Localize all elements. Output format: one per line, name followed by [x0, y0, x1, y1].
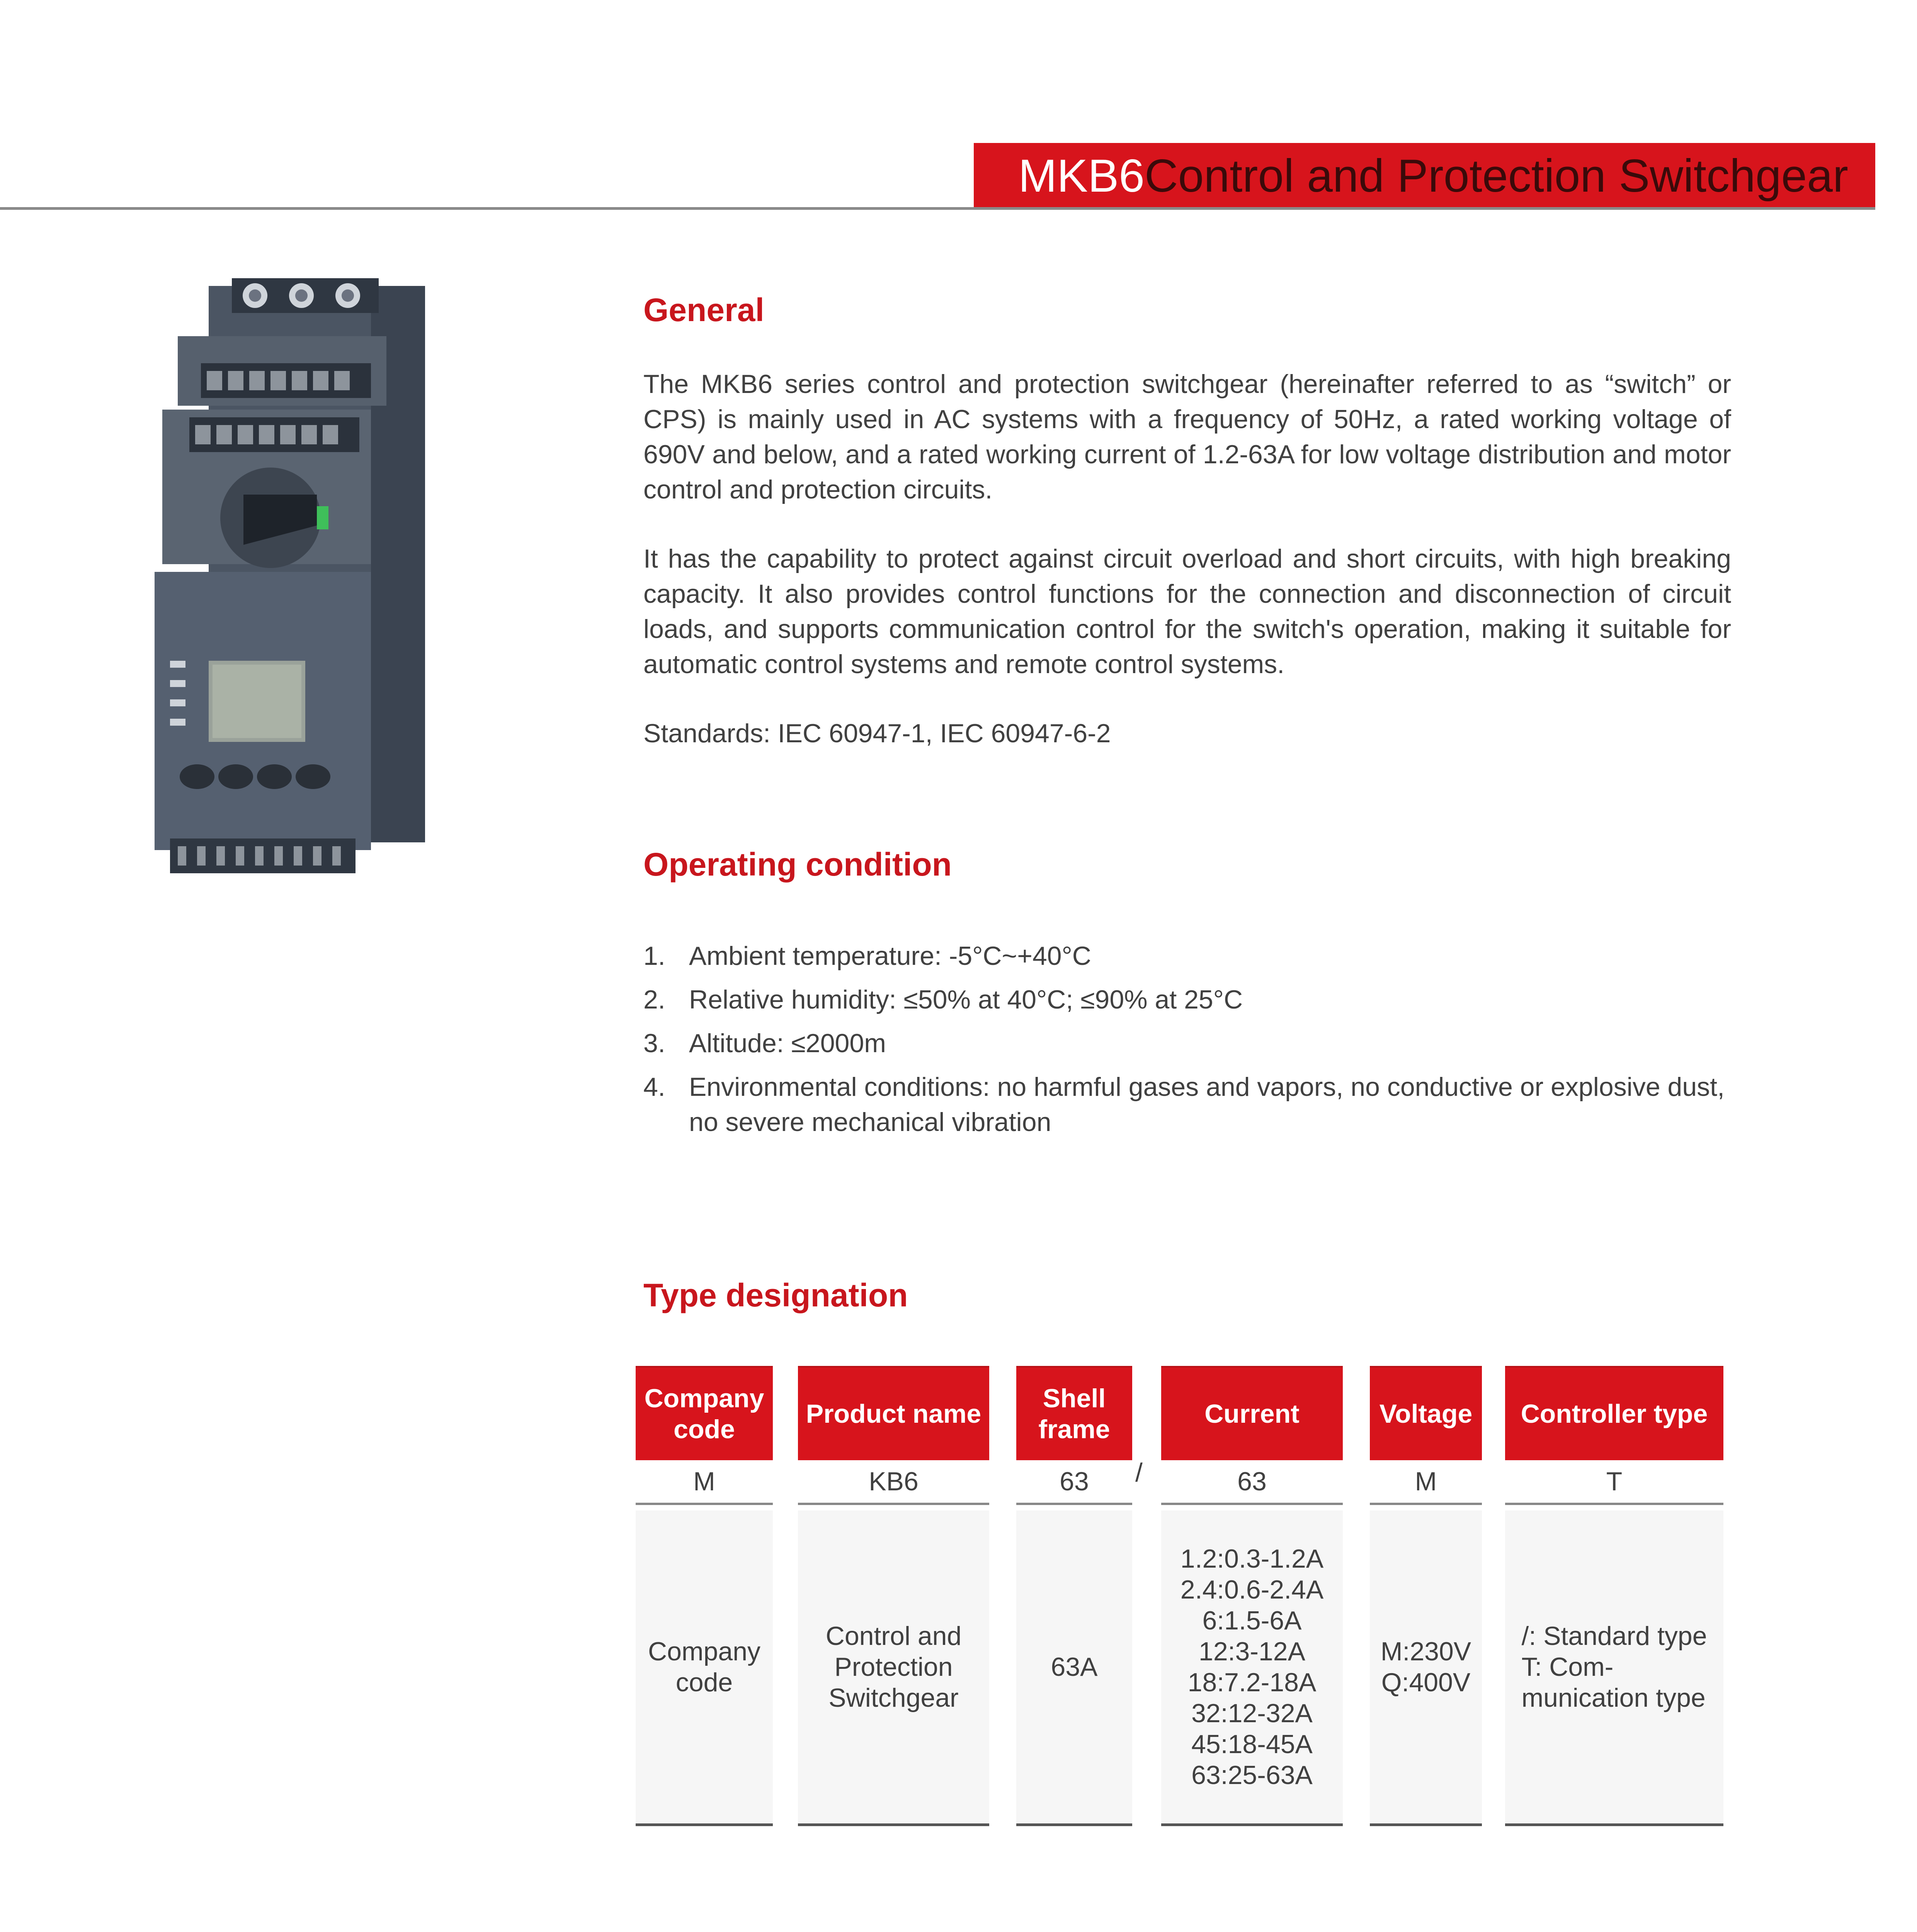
product-photo [155, 278, 441, 881]
list-item [643, 1070, 1731, 1140]
header-bar [974, 143, 1875, 209]
column-code: M [1370, 1460, 1482, 1505]
list-item [643, 982, 1731, 1017]
column-description: /: Standard type T: Com- munication type [1505, 1510, 1723, 1826]
column-header: Shell frame [1016, 1366, 1132, 1460]
type-column-company-code [636, 1366, 773, 1826]
type-column-voltage [1370, 1366, 1482, 1826]
type-column-product-name [798, 1366, 989, 1826]
type-designation-heading: Type designation [643, 1277, 908, 1313]
list-item-text: Altitude: ≤2000m [689, 1029, 886, 1058]
column-description: M:230V Q:400V [1370, 1510, 1482, 1826]
column-header: Controller type [1505, 1366, 1723, 1460]
list-item [643, 939, 1731, 974]
type-column-current [1161, 1366, 1343, 1826]
header-product-code: MKB6 [1018, 150, 1145, 202]
column-description: 63A [1016, 1510, 1132, 1826]
list-item-text: Environmental conditions: no harmful gases and vapors, no conductive or explosive dust, no severe mechanical vibration [689, 1072, 1725, 1137]
column-code: 63 [1161, 1460, 1343, 1505]
general-heading: General [643, 292, 764, 328]
list-item-text: Ambient temperature: -5°C~+40°C [689, 941, 1091, 971]
header-divider [0, 207, 1875, 210]
list-item-text: Relative humidity: ≤50% at 40°C; ≤90% at 25°C [689, 985, 1243, 1014]
column-code: 63 [1016, 1460, 1132, 1505]
column-header: Company code [636, 1366, 773, 1460]
general-paragraph-2: It has the capability to protect against circuit overload and short circuits, with high breaking capacity. It also provides control functions for the connection and disconnection of circuit loads, and supports communication control for the switch's operation, making it suitable for automatic control systems and remote control systems. [643, 544, 1731, 679]
column-header: Voltage [1370, 1366, 1482, 1460]
list-item-number: 3. [643, 1029, 665, 1058]
operating-heading: Operating condition [643, 846, 952, 883]
type-column-shell-frame [1016, 1366, 1132, 1826]
list-item-number: 1. [643, 941, 665, 971]
column-description: Company code [636, 1510, 773, 1826]
column-code: M [636, 1460, 773, 1505]
column-description: 1.2:0.3-1.2A 2.4:0.6-2.4A 6:1.5-6A 12:3-12A 18:7.2-18A 32:12-32A 45:18-45A 63:25-63A [1161, 1510, 1343, 1826]
standards-line: Standards: IEC 60947-1, IEC 60947-6-2 [643, 719, 1111, 748]
list-item-number: 4. [643, 1072, 665, 1102]
column-description: Control and Protection Switchgear [798, 1510, 989, 1826]
operating-section [643, 848, 1731, 1148]
general-section [643, 294, 1731, 751]
operating-conditions-list [643, 939, 1731, 1140]
general-paragraph-1: The MKB6 series control and protection switchgear (hereinafter referred to as “switch” or CPS) is mainly used in AC systems with a frequency of 50Hz, a rated working voltage of 690V and below, and a rated working current of 1.2-63A for low voltage distribution and motor control and protection circuits. [643, 369, 1731, 504]
header-title: Control and Protection Switchgear [1145, 150, 1848, 202]
column-header: Current [1161, 1366, 1343, 1460]
list-item-number: 2. [643, 985, 665, 1014]
column-header: Product name [798, 1366, 989, 1460]
code-separator: / [1135, 1458, 1143, 1487]
column-code: T [1505, 1460, 1723, 1505]
list-item [643, 1026, 1731, 1061]
column-code: KB6 [798, 1460, 989, 1505]
type-column-controller-type [1505, 1366, 1723, 1826]
